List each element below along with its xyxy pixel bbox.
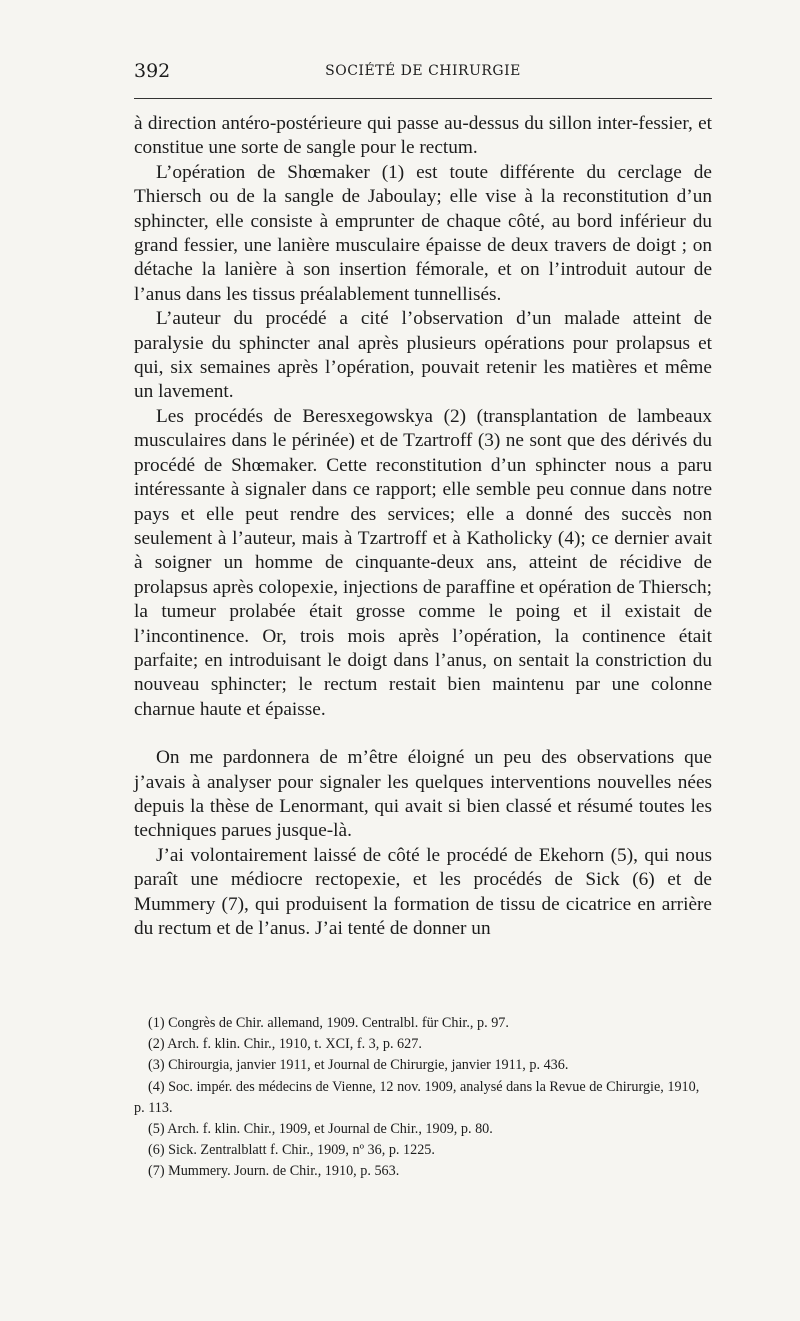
- footnote: (1) Congrès de Chir. allemand, 1909. Centralbl. für Chir., p. 97.: [148, 1015, 509, 1031]
- paragraph: à direction antéro-postérieure qui passe au-dessus du sillon inter-fessier, et constitue une sorte de sangle pour le rectum.: [134, 113, 712, 159]
- footnote: (4) Soc. impér. des médecins de Vienne, 12 nov. 1909, analysé dans la Revue de Chirurgie, 1910, p. 113.: [134, 1078, 700, 1116]
- body-text: [134, 112, 712, 941]
- paragraph: On me pardonnera de m’être éloigné un peu des observations que j’avais à analyser pour signaler les quelques interventions nouvelles nées depuis la thèse de Lenormant, qui avait si bien classé et résumé toutes les techniques parues jusque-là.: [134, 747, 712, 842]
- footnote: (6) Sick. Zentralblatt f. Chir., 1909, nº 36, p. 1225.: [148, 1142, 435, 1159]
- page-number: 392: [134, 60, 171, 82]
- paragraph: Les procédés de Beresxegowskya (2) (transplantation de lambeaux musculaires dans le périnée) et de Tzartroff (3) ne sont que des dérivés du procédé de Shœmaker. Cette reconstitution d’un sphincter nous a paru intéressante à signaler dans ce rapport; elle semble peu connue dans notre pays et elle peut rendre des services; elle a donné des succès non seulement à l’auteur, mais à Tzartroff et à Katholicky (4); ce dernier avait à soigner un homme de cinquante-deux ans, atteint de récidive de prolapsus après colopexie, injections de paraffine et opération de Thiersch; la tumeur prolabée était grosse comme le poing et il existait de l’incontinence. Or, trois mois après l’opération, la continence était parfaite; en introduisant le doigt dans l’anus, on sentait la constriction du nouveau sphincter; le rectum restait bien maintenu par une colonne charnue haute et épaisse.: [134, 405, 712, 720]
- header-rule: [134, 98, 712, 99]
- paragraph: J’ai volontairement laissé de côté le procédé de Ekehorn (5), qui nous paraît une médiocre rectopexie, et les procédés de Sick (6) et de Mummery (7), qui produisent la formation de tissu de cicatrice en arrière du rectum et de l’anus. J’ai tenté de donner un: [134, 844, 712, 939]
- footnote: (3) Chirourgia, janvier 1911, et Journal de Chirurgie, janvier 1911, p. 436.: [148, 1057, 569, 1074]
- footnote: (5) Arch. f. klin. Chir., 1909, et Journal de Chir., 1909, p. 80.: [148, 1121, 493, 1138]
- footnotes: [134, 1013, 712, 1183]
- footnote: (2) Arch. f. klin. Chir., 1910, t. XCI, f. 3, p. 627.: [148, 1036, 422, 1053]
- running-title: SOCIÉTÉ DE CHIRURGIE: [325, 63, 521, 79]
- page-header: [134, 58, 712, 88]
- footnote: (7) Mummery. Journ. de Chir., 1910, p. 563.: [148, 1163, 400, 1180]
- paragraph: L’opération de Shœmaker (1) est toute différente du cerclage de Thiersch ou de la sangle de Jaboulay; elle vise à la reconstitution d’un sphincter, elle consiste à emprunter de chaque côté, au bord inférieur du grand fessier, une lanière musculaire épaisse de deux travers de doigt ; on détache la lanière à son insertion fémorale, et on l’introduit autour de l’anus dans les tissus préalablement tunnellisés.: [134, 161, 712, 305]
- paragraph: L’auteur du procédé a cité l’observation d’un malade atteint de paralysie du sphincter anal après plusieurs opérations pour prolapsus et qui, six semaines après l’opération, pouvait retenir les matières et même un lavement.: [134, 308, 712, 403]
